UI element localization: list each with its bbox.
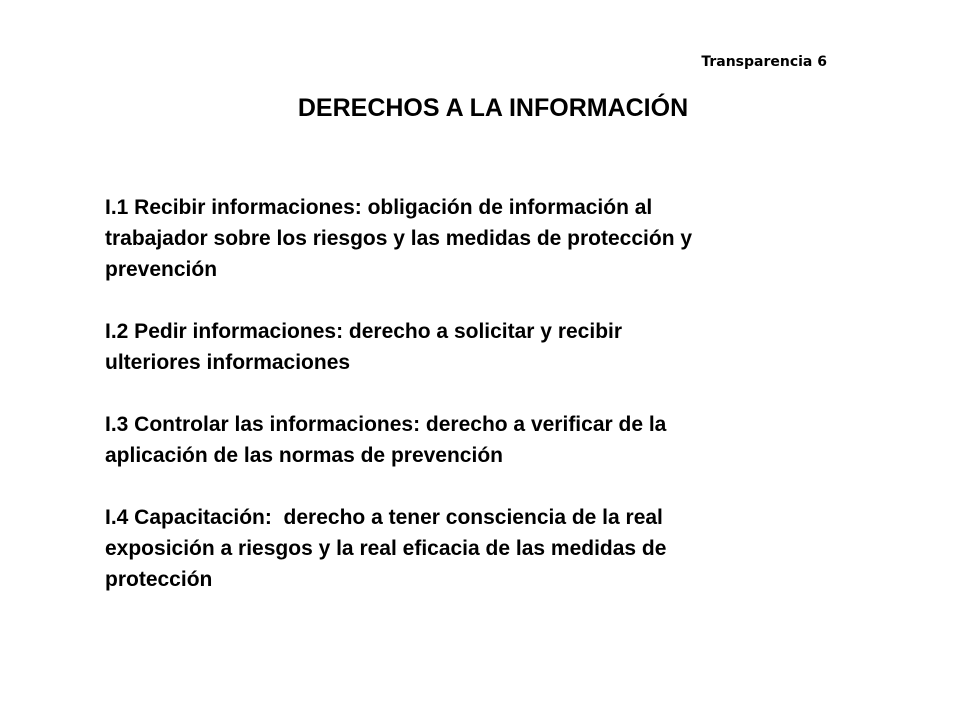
- rights-list: [105, 192, 865, 595]
- item-line: ulteriores informaciones: [105, 351, 351, 374]
- item-line: I.3 Controlar las informaciones: derecho a verificar de la: [105, 413, 667, 436]
- list-item-i4: [105, 502, 865, 595]
- slide-number-label: Transparencia 6: [701, 54, 827, 70]
- item-line: prevención: [105, 258, 218, 281]
- list-item-i2: [105, 316, 865, 378]
- slide-title: DERECHOS A LA INFORMACIÓN: [297, 94, 689, 122]
- item-line: I.4 Capacitación: derecho a tener consciencia de la real: [105, 506, 663, 529]
- item-line: aplicación de las normas de prevención: [105, 444, 503, 467]
- item-line: I.2 Pedir informaciones: derecho a solicitar y recibir: [105, 320, 623, 343]
- item-line: trabajador sobre los riesgos y las medidas de protección y: [105, 227, 693, 250]
- item-line: I.1 Recibir informaciones: obligación de información al: [105, 196, 653, 219]
- item-line: protección: [105, 568, 213, 591]
- list-item-i3: [105, 409, 865, 471]
- list-item-i1: [105, 192, 865, 285]
- item-line: exposición a riesgos y la real eficacia de las medidas de: [105, 537, 667, 560]
